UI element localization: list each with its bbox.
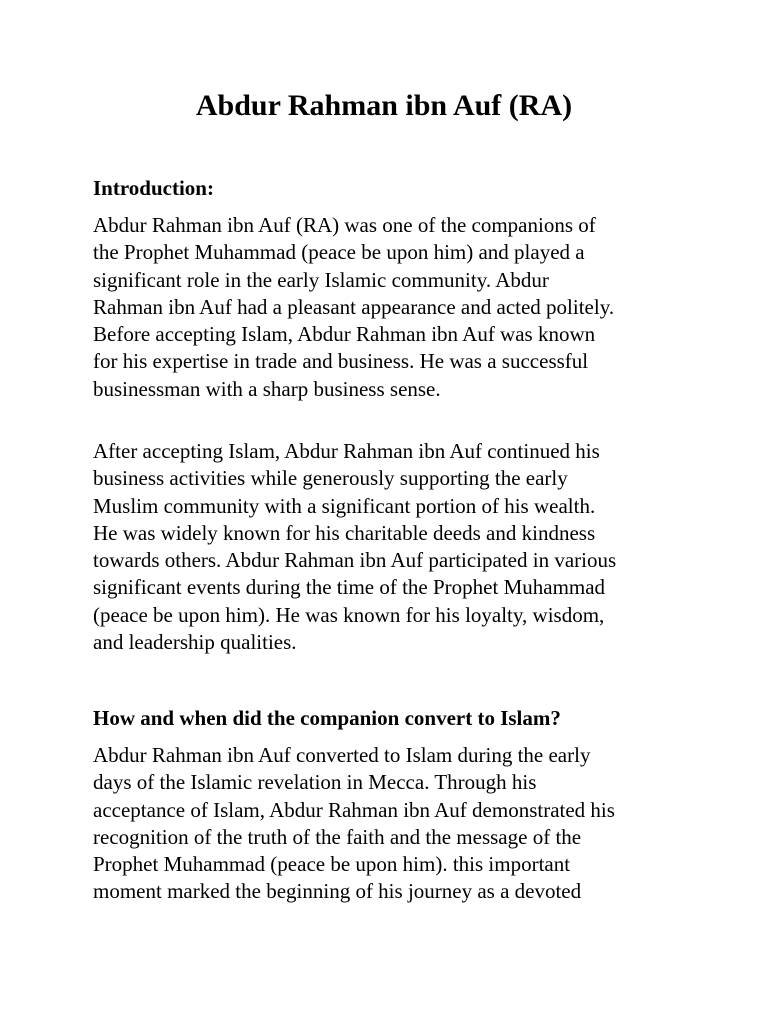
text-line: significant role in the early Islamic community. Abdur	[93, 267, 549, 292]
text-line: Rahman ibn Auf had a pleasant appearance and acted politely.	[93, 294, 615, 319]
paragraph-introduction-1	[93, 212, 693, 403]
paragraph-conversion-1	[93, 742, 693, 906]
text-line: Abdur Rahman ibn Auf (RA) was one of the companions of	[93, 213, 596, 237]
text-line: days of the Islamic revelation in Mecca. Through his	[93, 770, 537, 795]
text-line: (peace be upon him). He was known for his loyalty, wisdom,	[93, 602, 605, 627]
text-line: for his expertise in trade and business. He was a successful	[93, 349, 589, 374]
text-line: significant events during the time of the Prophet Muhammad	[93, 575, 606, 600]
text-line: Prophet Muhammad (peace be upon him). this important	[93, 852, 571, 877]
section-heading-introduction: Introduction:	[93, 176, 214, 200]
text-line: the Prophet Muhammad (peace be upon him) and played a	[93, 240, 585, 265]
text-line: businessman with a sharp business sense.	[93, 376, 441, 401]
text-line: business activities while generously supporting the early	[93, 466, 568, 491]
text-line: acceptance of Islam, Abdur Rahman ibn Auf demonstrated his	[93, 797, 615, 822]
text-line: Muslim community with a significant portion of his wealth.	[93, 493, 596, 518]
section-heading-conversion: How and when did the companion convert to Islam?	[93, 706, 561, 730]
document-title: Abdur Rahman ibn Auf (RA)	[195, 89, 573, 122]
text-line: After accepting Islam, Abdur Rahman ibn Auf continued his	[93, 439, 600, 463]
paragraph-introduction-2	[93, 438, 693, 656]
text-line: and leadership qualities.	[93, 630, 297, 655]
text-line: towards others. Abdur Rahman ibn Auf participated in various	[93, 548, 617, 573]
text-line: moment marked the beginning of his journey as a devoted	[93, 879, 582, 904]
text-line: He was widely known for his charitable deeds and kindness	[93, 520, 596, 545]
text-line: Before accepting Islam, Abdur Rahman ibn Auf was known	[93, 322, 596, 347]
text-line: Abdur Rahman ibn Auf converted to Islam during the early	[93, 743, 591, 767]
text-line: recognition of the truth of the faith and the message of the	[93, 824, 582, 849]
